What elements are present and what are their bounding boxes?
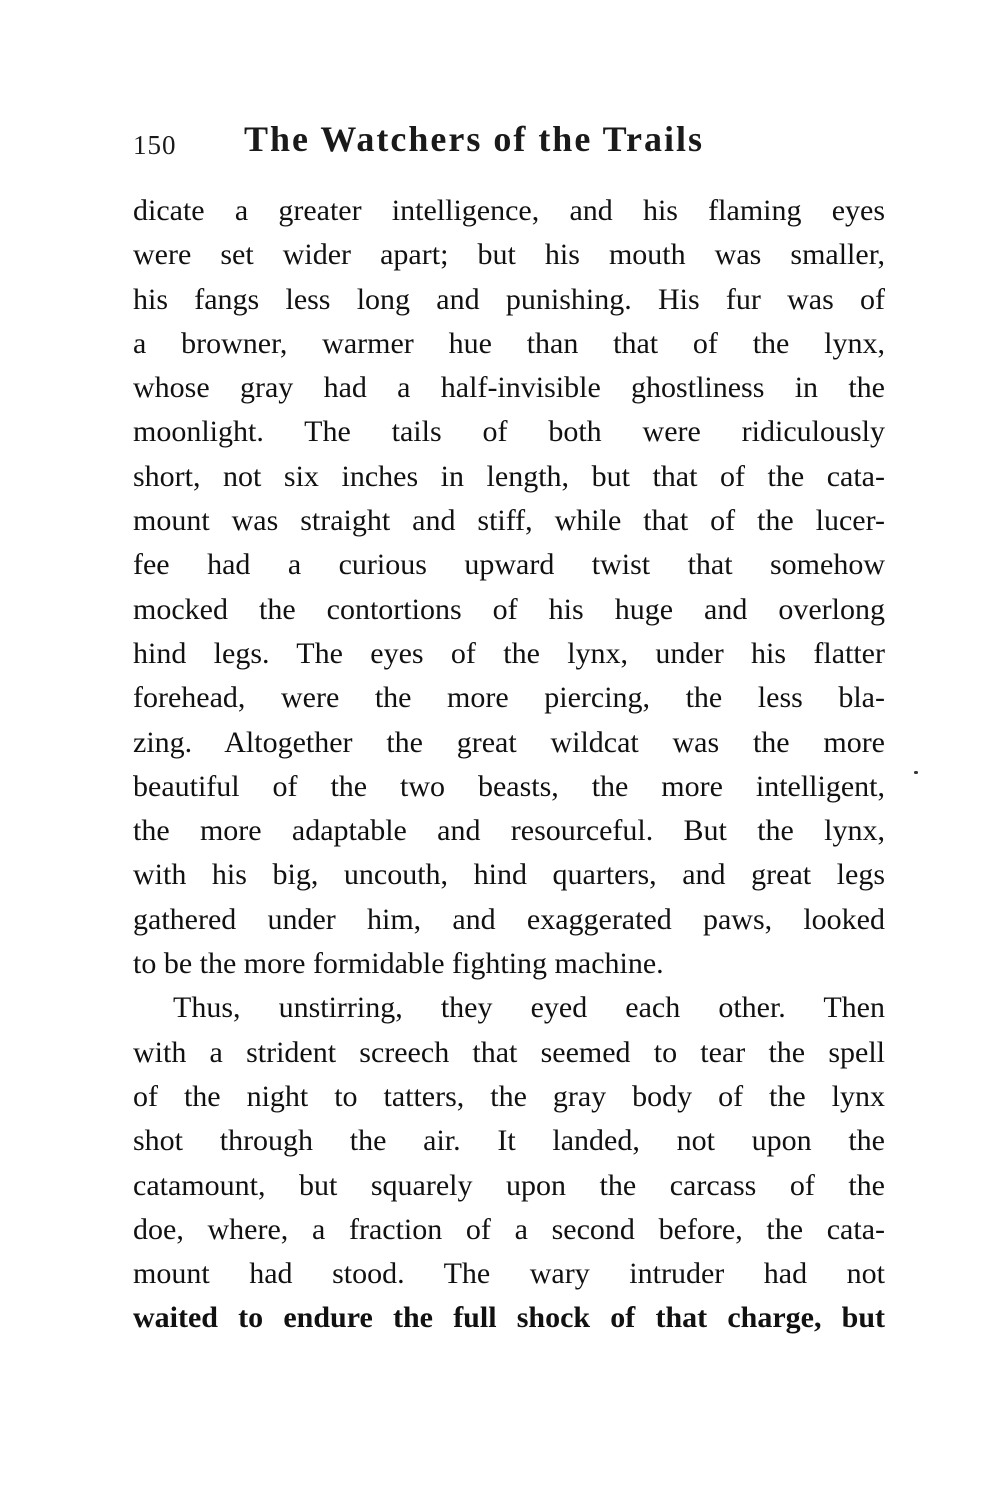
text-line: the more adaptable and resourceful. But the lynx, (133, 814, 885, 848)
text-line: a browner, warmer hue than that of the lynx, (133, 326, 885, 360)
page-number: 150 (133, 130, 177, 160)
text-line: forehead, were the more piercing, the less bla- (133, 681, 885, 715)
text-line: gathered under him, and exaggerated paws, looked (133, 902, 885, 936)
text-line: to be the more formidable fighting machine. (133, 947, 664, 981)
text-line: shot through the air. It landed, not upon the (133, 1124, 885, 1158)
text-line: were set wider apart; but his mouth was smaller, (133, 238, 885, 272)
text-line: short, not six inches in length, but that of the cata- (133, 459, 885, 493)
text-line: catamount, but squarely upon the carcass of the (133, 1168, 885, 1202)
paragraph-1 (133, 189, 885, 986)
text-line: doe, where, a fraction of a second before, the cata- (133, 1212, 885, 1246)
text-line: waited to endure the full shock of that charge, but (133, 1301, 885, 1335)
text-line: with a strident screech that seemed to tear the spell (133, 1035, 885, 1069)
text-line: Thus, unstirring, they eyed each other. Then (173, 991, 885, 1025)
book-title: The Watchers of the Trails (244, 119, 704, 159)
body-text (133, 189, 885, 1341)
ink-speck (914, 771, 918, 774)
text-line: beautiful of the two beasts, the more intelligent, (133, 769, 885, 803)
text-line: mount had stood. The wary intruder had not (133, 1257, 885, 1291)
text-line: fee had a curious upward twist that somehow (133, 548, 885, 582)
text-line: his fangs less long and punishing. His fur was of (133, 282, 885, 316)
text-line: with his big, uncouth, hind quarters, and great legs (133, 858, 885, 892)
text-line: moonlight. The tails of both were ridiculously (133, 415, 885, 449)
text-line: hind legs. The eyes of the lynx, under his flatter (133, 636, 885, 670)
text-line: zing. Altogether the great wildcat was the more (133, 725, 885, 759)
text-line: mount was straight and stiff, while that of the lucer- (133, 504, 885, 538)
running-head (133, 118, 893, 168)
text-line: whose gray had a half-invisible ghostliness in the (133, 371, 885, 405)
text-line: mocked the contortions of his huge and overlong (133, 592, 885, 626)
paragraph-2 (133, 986, 885, 1340)
text-line: dicate a greater intelligence, and his flaming eyes (133, 194, 885, 227)
text-line: of the night to tatters, the gray body of the lynx (133, 1079, 885, 1113)
